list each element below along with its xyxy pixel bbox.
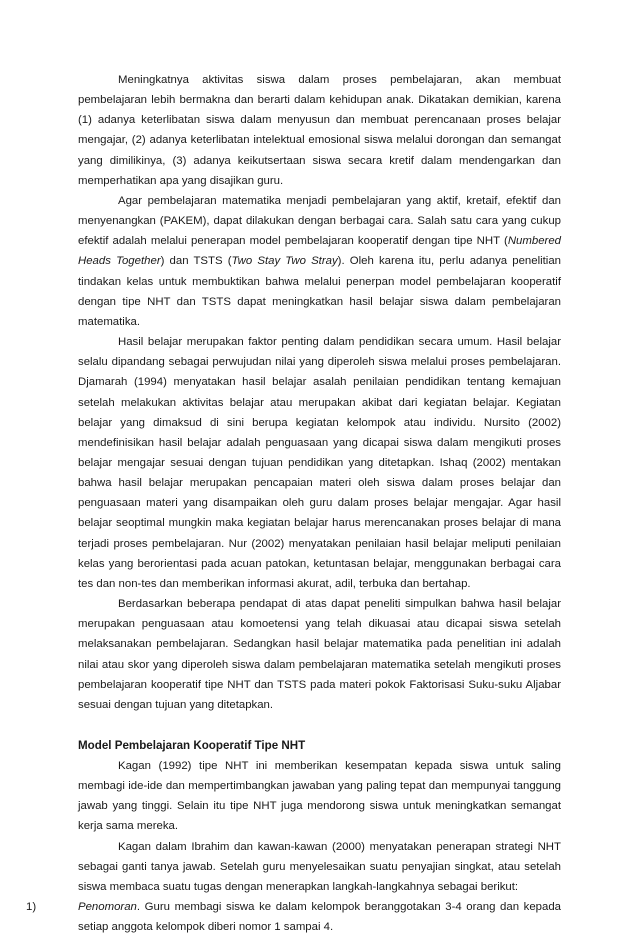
paragraph-pakem-italic-tsts: Two Stay Two Stray	[231, 255, 338, 268]
paragraph-pakem-part3: ). Oleh karena itu, perlu adanya penelitian tindakan kelas untuk membuktikan bahwa melalui penerpan model pembelajaran kooperatif dengan tipe NHT dan TSTS dapat meningkatkan hasil belajar siswa dalam pembelajaran matematika.	[78, 255, 562, 328]
list-number: 1)	[26, 901, 37, 914]
paragraph-intro: Meningkatnya aktivitas siswa dalam proses pembelajaran, akan membuat pembelajaran lebih bermakna dan berarti dalam kehidupan anak. Dikatakan demikian, karena (1) adanya keterlibatan siswa dalam menyusun dan membuat perencanaan proses belajar mengajar, (2) adanya keterlibatan intelektual emosional siswa melalui dorongan dan semangat yang dimilikinya, (3) adanya keikutsertaan siswa secara kretif dalam mendengarkan dan memperhatikan apa yang disajikan guru.	[78, 74, 561, 187]
paragraph-pakem-part1: Agar pembelajaran matematika menjadi pembelajaran yang aktif, kretaif, efektif dan menyenangkan (PAKEM), dapat dilakukan dengan berbagai cara. Salah satu cara yang cukup efektif adalah melalui penerapan model pembelajaran kooperatif dengan tipe NHT (	[78, 194, 561, 248]
paragraph-kagan: Kagan (1992) tipe NHT ini memberikan kesempatan kepada siswa untuk saling membagi ide-ide dan mempertimbangkan jawaban yang paling tepat dan mempunyai tanggung jawab yang tinggi. Selain itu tipe NHT juga mendorong siswa untuk meningkatkan semangat kerja sama mereka.	[78, 760, 561, 833]
document-page	[26, 70, 562, 937]
paragraph-hasil-belajar: Hasil belajar merupakan faktor penting dalam pendidikan secara umum. Hasil belajar selalu dipandang sebagai perwujudan nilai yang diperoleh siswa melalui proses pembelajaran. Djamarah (1994) menyatakan hasil belajar asalah penilaian pendidikan tentang kemajuan setelah melakukan aktivitas belajar atau merupakan akibat dari kegiatan belajar. Kegiatan belajar yang dimaksud di sini berupa kegiatan kelompok atau individu. Nursito (2002) mendefinisikan hasil belajar adalah penguasaan yang dicapai siswa dalam mengikuti proses belajar mengajar sesuai dengan tujuan pendidikan yang ditetapkan. Ishaq (2002) mentakan bahwa hasil belajar merupakan pencapaian materi oleh siswa dalam proses belajar dan penguasaan materi yang disampaikan oleh guru dalam proses belajar mengajar. Agar hasil belajar seoptimal mungkin maka kegiatan belajar harus merencanakan proses belajar di mana terjadi proses pembelajaran. Nur (2002) menyatakan penilaian hasil belajar meliputi penilaian kelas yang berorientasi pada acuan patokan, ketuntasan belajar, menggunakan berbagai cara tes dan non-tes dan memberikan informasi akurat, adil, terbuka dan bertahap.	[78, 336, 561, 590]
paragraph-pakem	[78, 191, 561, 332]
paragraph-kesimpulan: Berdasarkan beberapa pendapat di atas dapat peneliti simpulkan bahwa hasil belajar merupakan penguasaan atau komoetensi yang telah dikuasai atau dicapai siswa setelah melaksanakan pembelajaran. Sedangkan hasil belajar matematika pada penelitian ini adalah nilai atau skor yang diperoleh siswa dalam pembelajaran matematika setelah mengikuti proses pembelajaran kooperatif tipe NHT dan TSTS pada materi pokok Faktorisasi Suku-suku Aljabar sesuai dengan tujuan yang ditetapkan.	[78, 598, 561, 711]
list-item-term: Penomoran	[78, 901, 137, 914]
section-heading: Model Pembelajaran Kooperatif Tipe NHT	[78, 739, 306, 752]
paragraph-ibrahim: Kagan dalam Ibrahim dan kawan-kawan (2000) menyatakan penerapan strategi NHT sebagai ganti tanya jawab. Setelah guru menyelesaikan suatu penyajian singkat, atau setelah siswa membaca suatu tugas dengan menerapkan langkah-langkahnya sebagai berikut:	[78, 840, 561, 893]
paragraph-pakem-italic-nht: Numbered Heads Together	[78, 235, 561, 268]
list-item-text: . Guru membagi siswa ke dalam kelompok beranggotakan 3-4 orang dan kepada setiap anggota kelompok diberi nomor 1 sampai 4.	[78, 901, 561, 934]
paragraph-pakem-part2: ) dan TSTS (	[160, 255, 232, 268]
list-item-penomoran	[26, 897, 561, 937]
